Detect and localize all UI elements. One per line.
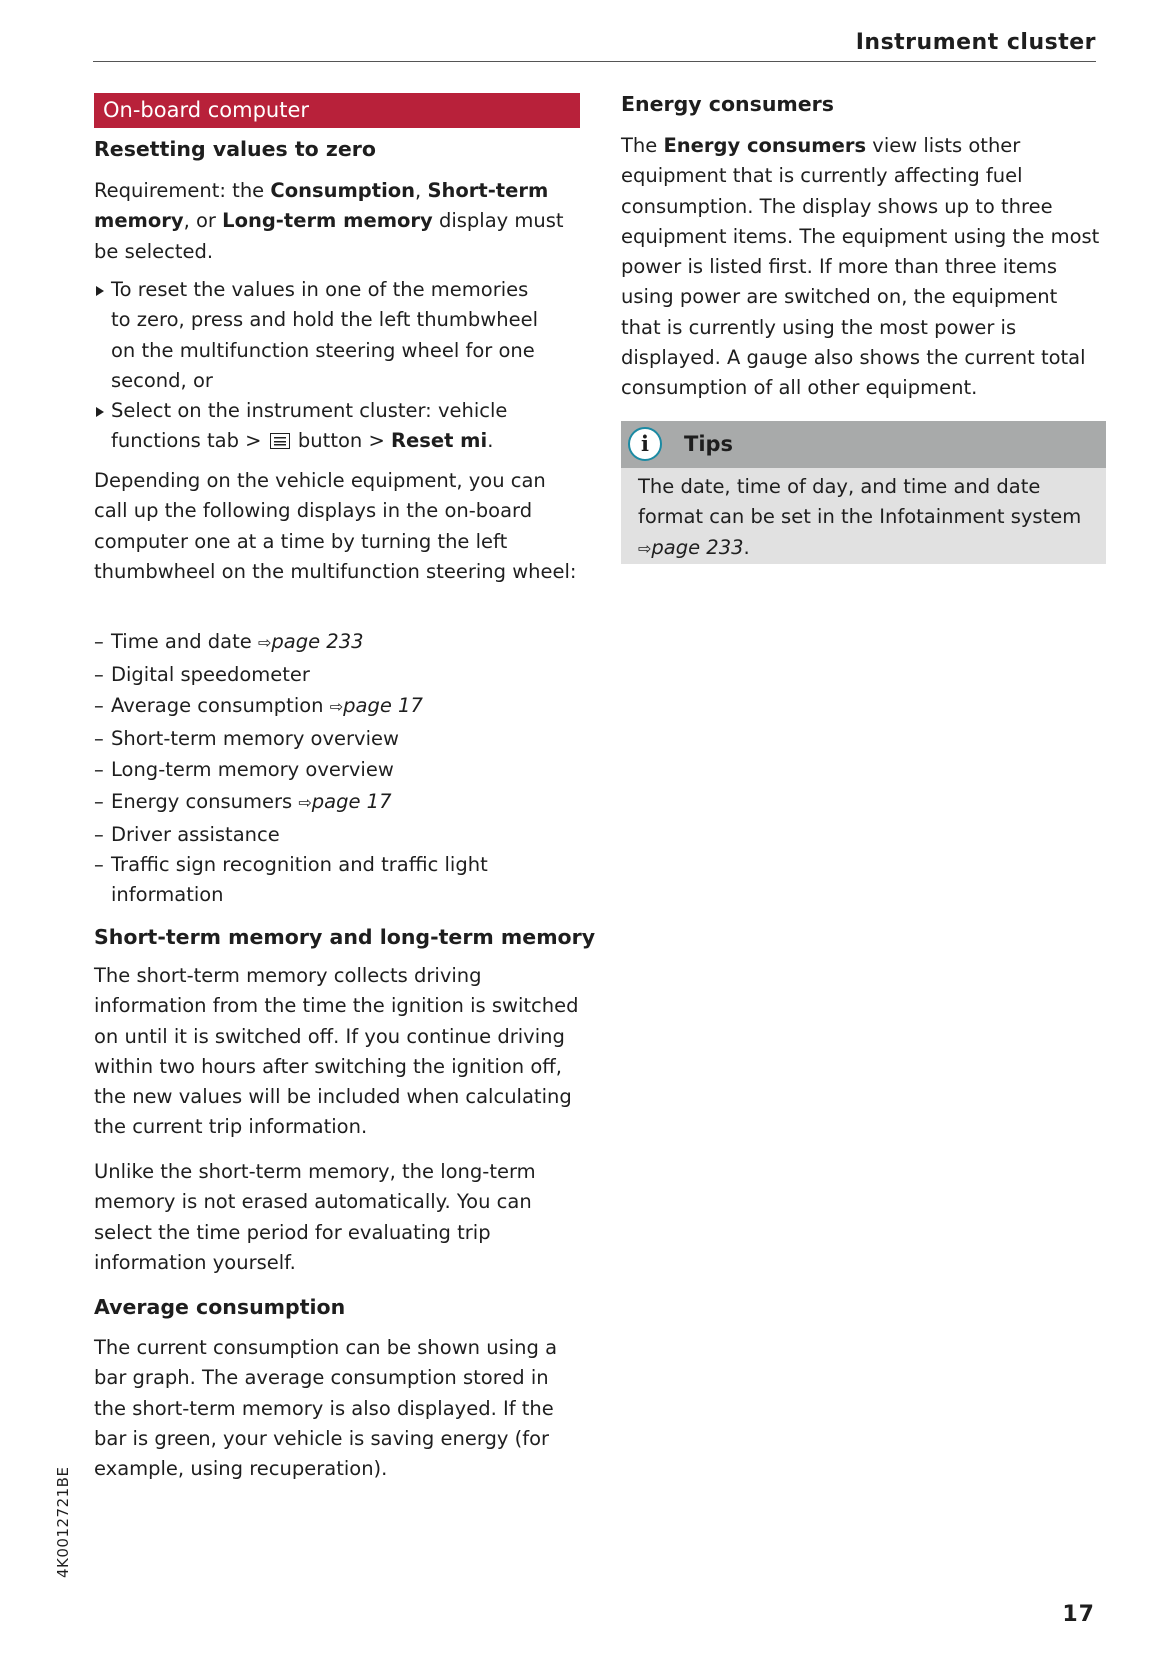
list-item: – Long-term memory overview: [94, 754, 556, 786]
step-item: Select on the instrument cluster: vehicle functions tab > button > Reset mi.: [94, 396, 554, 457]
displays-intro: Depending on the vehicle equipment, you can call up the following displays in the on-board computer one at a time by turning the left thumbwheel on the multifunction steering wheel:: [94, 469, 577, 583]
heading-resetting-values: Resetting values to zero: [94, 137, 376, 161]
arrow-right-icon: ⇨: [329, 697, 344, 717]
tips-label: Tips: [684, 432, 734, 456]
average-paragraph: The current consumption can be shown using a bar graph. The average consumption stored in the short-term memory is also displayed. If the bar is green, your vehicle is saving energy (for example, using recuperation).: [94, 1336, 558, 1481]
tips-text: The date, time of day, and time and date format can be set in the Infotainment system ⇨page 233.: [638, 475, 1082, 559]
list-item: – Average consumption ⇨page 17: [94, 690, 556, 723]
memory-paragraph-1: The short-term memory collects driving information from the time the ignition is switched on until it is switched off. If you continue driving within two hours after switching the ignition off, the new values will be included when calculating the current trip information.: [94, 964, 579, 1139]
list-menu-icon: [270, 433, 290, 449]
page-link[interactable]: ⇨page 233: [638, 535, 744, 559]
list-item: – Driver assistance: [94, 819, 556, 851]
list-item: – Traffic sign recognition and traffic light information: [94, 850, 556, 911]
tips-box: [621, 421, 1106, 564]
arrow-right-icon: ⇨: [638, 538, 652, 558]
arrow-right-icon: ⇨: [298, 792, 312, 812]
header-rule: [93, 61, 1096, 62]
running-header: Instrument cluster: [855, 30, 1096, 55]
list-item: – Short-term memory overview: [94, 723, 556, 755]
page-link[interactable]: ⇨page 17: [329, 694, 423, 718]
heading-memory: Short-term memory and long-term memory: [94, 925, 596, 949]
requirement-paragraph: Requirement: the Consumption, Short-term memory, or Long-term memory display must be selected.: [94, 179, 564, 263]
step-item: To reset the values in one of the memories to zero, press and hold the left thumbwheel on the multifunction steering wheel for one second, or: [94, 275, 554, 396]
reset-steps: [94, 275, 554, 457]
memory-paragraph-2: Unlike the short-term memory, the long-term memory is not erased automatically. You can select the time period for evaluating trip information yourself.: [94, 1160, 536, 1274]
heading-average-consumption: Average consumption: [94, 1295, 346, 1319]
energy-paragraph: The Energy consumers view lists other equipment that is currently affecting fuel consumption. The display shows up to three equipment items. The equipment using the most power is listed first. If more than three items using power are switched on, the equipment that is currently using the most power is displayed. A gauge also shows the current total consumption of all other equipment.: [621, 134, 1100, 400]
list-item: – Energy consumers ⇨page 17: [94, 786, 556, 819]
arrow-right-icon: ⇨: [257, 633, 272, 652]
page-number: 17: [1062, 1602, 1095, 1627]
info-icon: i: [628, 427, 662, 461]
heading-energy-consumers: Energy consumers: [621, 92, 834, 116]
section-title-bar: On-board computer: [94, 93, 580, 128]
page-link[interactable]: ⇨page 233: [257, 630, 364, 653]
document-code: 4K0012721BE: [54, 1466, 72, 1578]
page-link[interactable]: ⇨page 17: [298, 789, 392, 813]
tips-header: [621, 421, 1106, 468]
list-item: – Digital speedometer: [94, 659, 556, 691]
displays-list: [94, 626, 556, 911]
list-item: – Time and date ⇨page 233: [94, 626, 556, 659]
